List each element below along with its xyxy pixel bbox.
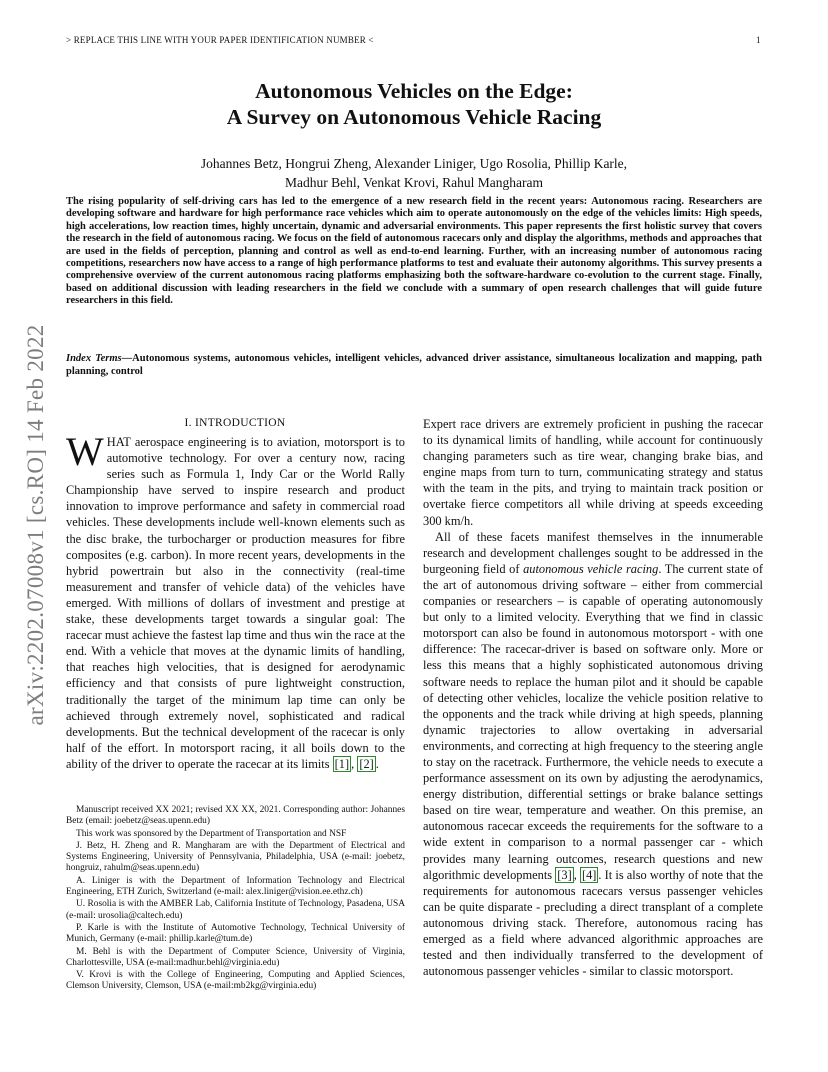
footnote: P. Karle is with the Institute of Automotive Technology, Technical University of Munich, Germany (e-mail: phillip.karle@tum.de) [66, 922, 405, 945]
abstract: The rising popularity of self-driving cars has led to the emergence of a new research field in the recent years: Autonomous racing. Researchers are developing software and hardware for high performance race vehicles which aim to operate autonomously on the edge of the vehicles limits: High speeds, high accelerations, low reaction times, highly uncertain, dynamic and adversarial environments. This paper represents the first holistic survey that covers the research in the field of autonomous racing. We focus on the field of autonomous racecars only and display the algorithms, methods and approaches that are used in the fields of perception, planning and control as well as end-to-end learning. Further, with an increasing number of autonomous racing competitions, researchers now have access to a range of high performance platforms to test and evaluate their autonomy algorithms. This survey presents a comprehensive overview of the current autonomous racing platforms emphasizing both the software-hardware co-evolution to the current stage. Finally, based on additional discussion with leading researchers in the field we conclude with a summary of open research challenges that will guide future researchers in this field. [66, 196, 762, 307]
index-terms-text: —Autonomous systems, autonomous vehicles, intelligent vehicles, advanced driver assistance, simultaneous localization and mapping, path planning, control [66, 353, 762, 377]
citation-link-4[interactable]: [4] [581, 867, 597, 882]
intro-paragraph-3-text-c: . It is also worthy of note that the requirements for autonomous racecars versus passenger vehicles can be quite disparate - precluding a direct transplant of a complete autonomous driving stack. Therefore, autonomous racing has emerged as a field where advanced algorithmic approaches are tested and then individually transferred to the development of autonomous passenger vehicles - similar to classic motorsport. [423, 867, 763, 979]
index-terms [66, 352, 762, 378]
paper-title [66, 78, 762, 130]
intro-paragraph-1-text: HAT aerospace engineering is to aviation, motorsport is to automotive technology. For over a century now, racing series such as Formula 1, Indy Car or the World Rally Championship have served to inspire research and product innovation to improve performance and safety in commercial road vehicles. These developments include well-known elements such as the disc brake, the turbocharger or production measures for fibre composites (e.g. carbon). In more recent years, developments in the hybrid powertrain but also in the connectivity (real-time measurement and transfer of vehicle data) of the vehicles have emerged. With millions of dollars of investment and prestige at stake, these developments target towards a singular goal: The racecar must achieve the fastest lap time and thus win the race at the end. With a vehicle that moves at the dynamic limits of handling, that reaches high velocities, that is designed for aerodynamic efficiency and that consists of pure lightweight construction, traditionally the target of the minimum lap time can only be achieved through extremely novel, sophisticated and radical developments. But the technical development of the racecar is only half of the effort. In motorsport racing, it all boils down to the ability of the driver to operate the racecar at its limits [66, 435, 405, 771]
page-number: 1 [756, 35, 761, 45]
title-line-2: A Survey on Autonomous Vehicle Racing [226, 105, 602, 129]
intro-paragraph-3: All of these facets manifest themselves in the innumerable research and development challenges sought to be addressed in the burgeoning field of autonomous vehicle racing. The current state of the art of autonomous driving software – either from commercial companies or researchers – is capable of operating autonomously but only to a limited velocity. Everything that we find in classic motorsport can also be found in autonomous motorsport - with one difference: The racecar-driver is based on software only. More or less this means that a highly sophisticated autonomous driving software needs to replace the human pilot and it should be capable of detecting other vehicles, localize the vehicle position relative to the opponents and the track while driving at high speeds, planning dynamic trajectories to allow overtaking in adversarial environments, and correcting at high frequency to the steering angle to stay on the racetrack. Furthermore, the vehicle needs to execute a performance assessment on its own by adjusting the aerodynamics, energy distribution, differential settings or brake balance settings based on tire wear, temperature and weather. On this premise, an autonomous racecar exceeds the requirements for the software to a wide extent in comparison to a normal passenger car - which provides many learning outcomes, research questions and new algorithmic developments [3] , [4] . It is also worthy of note that the requirements for autonomous racecars versus passenger vehicles can be quite disparate - precluding a direct transplant of a complete autonomous driving stack. Therefore, autonomous racing has emerged as a field where advanced algorithmic approaches are tested and then individually transferred to the development of autonomous passenger vehicles - similar to classic motorsport. [423, 529, 763, 979]
title-line-1: Autonomous Vehicles on the Edge: [255, 79, 573, 103]
authors-line-1: Johannes Betz, Hongrui Zheng, Alexander Liniger, Ugo Rosolia, Phillip Karle, [200, 156, 628, 171]
emphasis-term: autonomous vehicle racing [523, 561, 659, 576]
authors-line-2: Madhur Behl, Venkat Krovi, Rahul Mangharam [284, 175, 544, 190]
index-terms-label: Index Terms [66, 353, 122, 364]
arxiv-stamp: arXiv:2202.07008v1 [cs.RO] 14 Feb 2022 [23, 324, 48, 726]
right-column [423, 416, 763, 979]
left-column [66, 429, 405, 772]
footnote: This work was sponsored by the Department of Transportation and NSF [76, 828, 347, 839]
intro-paragraph-3-text-b: . The current state of the art of autonomous driving software – either from commercial companies or researchers – is capable of operating autonomously but only to a limited velocity. Everything that we find in classic motorsport can also be found in autonomous motorsport - with one difference: The racecar-driver is based on software only. More or less this means that a highly sophisticated autonomous driving software needs to replace the human pilot and it should be capable of detecting other vehicles, localize the vehicle position relative to the opponents and the track while driving at high speeds, planning dynamic trajectories to allow overtaking in adversarial environments, and correcting at high frequency to the steering angle to stay on the racetrack. Furthermore, the vehicle needs to execute a performance assessment on its own by adjusting the aerodynamics, energy distribution, differential settings or brake balance settings based on tire wear, temperature and weather. On this premise, an autonomous racecar exceeds the requirements for the software to a wide extent in comparison to a normal passenger car - which provides many learning outcomes, research questions and new algorithmic developments [423, 561, 763, 882]
footnote: Manuscript received XX 2021; revised XX XX, 2021. Corresponding author: Johannes Betz (email: joebetz@seas.upenn.edu) [66, 805, 405, 827]
footnotes [66, 805, 405, 994]
intro-paragraph-2: Expert race drivers are extremely proficient in pushing the racecar to its dynamical limits of handling, while account for continuously changing parameters such as tire wear, changing brake bias, and engine maps from turn to turn, communicating strategy and status with the team in the pits, and trying to maintain track position or overtake fierce competitors all while driving at speeds exceeding 300 km/h. [423, 417, 763, 528]
footnote: U. Rosolia is with the AMBER Lab, California Institute of Technology, Pasadena, USA (e-mail: urosolia@caltech.edu) [66, 899, 405, 921]
footnote: M. Behl is with the Department of Computer Science, University of Virginia, Charlottesville, USA (e-mail:madhur.behl@virginia.edu) [66, 946, 405, 968]
footnote: A. Liniger is with the Department of Information Technology and Electrical Engineering, ETH Zurich, Switzerland (e-mail: alex.liniger@vision.ee.ethz.ch) [66, 875, 405, 898]
citation-link-2[interactable]: [2] [359, 756, 374, 771]
footnote: V. Krovi is with the College of Engineering, Computing and Applied Sciences, Clemson University, Clemson, USA (e-mail:mb2kg@virginia.edu) [66, 970, 405, 992]
author-list [66, 154, 762, 192]
citation-link-1[interactable]: [1] [334, 756, 350, 771]
intro-paragraph-1: WHAT aerospace engineering is to aviation, motorsport is to automotive technology. For over a century now, racing series such as Formula 1, Indy Car or the World Rally Championship have served to inspire research and product innovation to improve performance and safety in commercial road vehicles. These developments include well-known elements such as the disc brake, the turbocharger or production measures for fibre composites (e.g. carbon). In more recent years, developments in the hybrid powertrain but also in the connectivity (real-time measurement and transfer of vehicle data) of the vehicles have emerged. With millions of dollars of investment and prestige at stake, these developments target towards a singular goal: The racecar must achieve the fastest lap time and thus win the race at the end. With a vehicle that moves at the dynamic limits of handling, that reaches high velocities, that is designed for aerodynamic efficiency and that consists of pure lightweight construction, traditionally the target of the minimum lap time can only be achieved through extremely novel, sophisticated and radical developments. But the technical development of the racecar is only half of the effort. In motorsport racing, it all boils down to the ability of the driver to operate the racecar at its limits [1] , [2] . [66, 429, 405, 771]
footnote: J. Betz, H. Zheng and R. Mangharam are with the Department of Electrical and Systems Engineering, University of Pennsylvania, Philadelphia, USA (e-mail: joebetz, hongruiz, rahulm@seas.upenn.edu) [66, 840, 405, 874]
drop-cap: W [66, 429, 104, 474]
running-header: > REPLACE THIS LINE WITH YOUR PAPER IDENTIFICATION NUMBER < [66, 35, 374, 45]
citation-link-3[interactable]: [3] [557, 867, 572, 882]
section-heading-introduction: I. INTRODUCTION [184, 417, 286, 429]
intro-paragraph-3-text-a: All of these facets manifest themselves in the innumerable research and development challenges sought to be addressed in the burgeoning field of [423, 529, 763, 576]
